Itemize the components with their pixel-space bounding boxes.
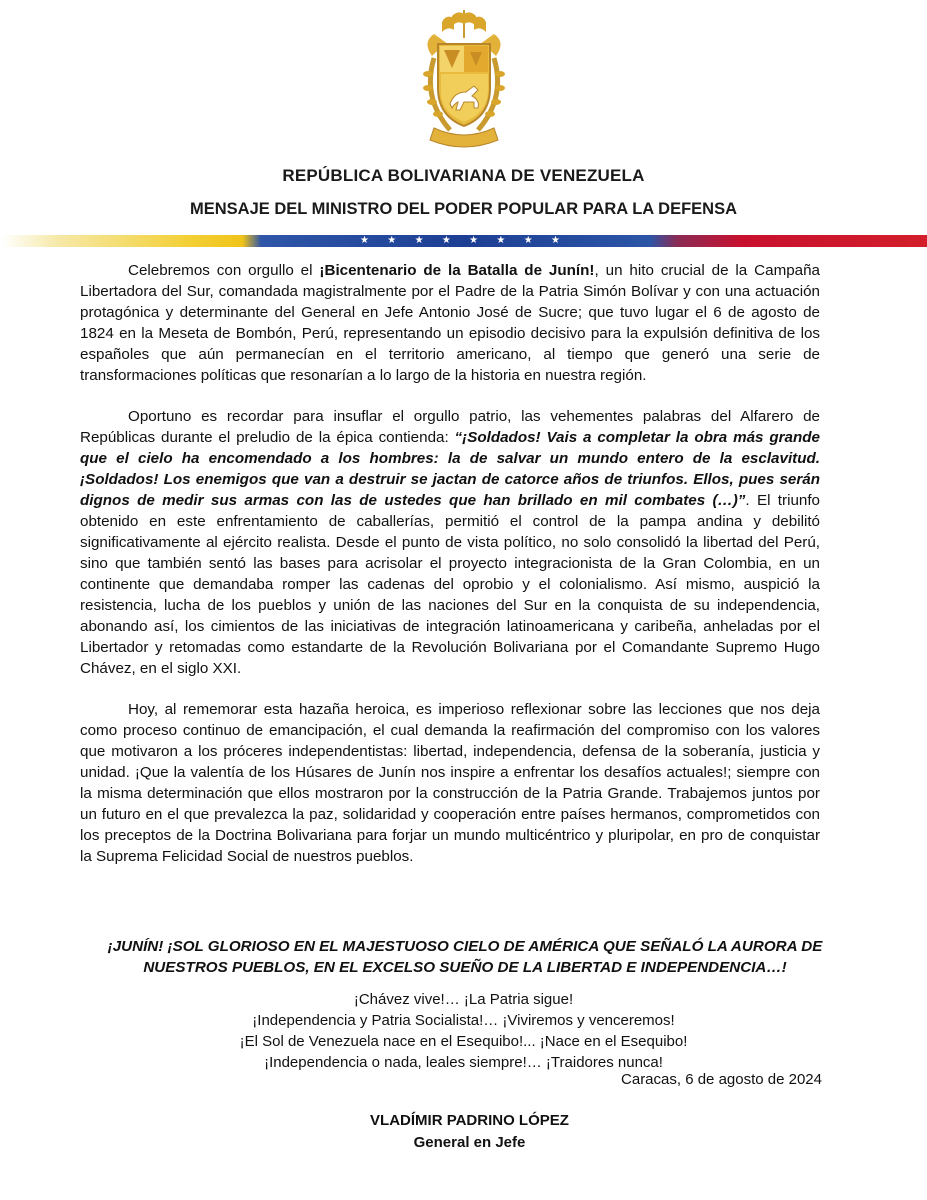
signer-name: VLADÍMIR PADRINO LÓPEZ (370, 1112, 569, 1129)
star-icon: ★ (414, 235, 424, 246)
message-title: MENSAJE DEL MINISTRO DEL PODER POPULAR PARA LA DEFENSA (190, 200, 737, 218)
paragraph-3-text: Hoy, al rememorar esta hazaña heroica, es imperioso reflexionar sobre las lecciones que nos deja como proceso continuo de emancipación, el cual demanda la reafirmación del compromiso con los valores que motivaron a los próceres independentistas: libertad, independencia, defensa de la soberanía, justicia y unidad. ¡Que la valentía de los Húsares de Junín nos inspire a enfrentar los desafíos actuales!; siempre con la misma determinación que ellos mostraron por la construcción de la Patria Grande. Trabajemos juntos por un futuro en el que prevalezca la paz, solidaridad y cooperación entre países hermanos, comprometidos con los preceptos de la Doctrina Bolivariana para forjar un mundo multicéntrico y pluripolar, en pro de conquistar la Suprema Felicidad Social de nuestros pueblos. (80, 701, 820, 865)
slogan-line: ¡Independencia o nada, leales siempre!… ¡Traidores nunca! (264, 1054, 663, 1071)
bolivar-quote: “¡Soldados! Vais a completar la obra más grande que el cielo ha encomendado a los hombres: la de salvar un mundo entero de la esclavitud. ¡Soldados! Los enemigos que van a destruir se jactan de catorce años de triunfos. Ellos, pues serán dignos de medir sus armas con las de ustedes que han brillado en mil combates (…)” (80, 429, 820, 509)
star-icon: ★ (387, 235, 397, 246)
country-title: REPÚBLICA BOLIVARIANA DE VENEZUELA (282, 166, 645, 185)
star-icon: ★ (441, 235, 451, 246)
paragraph-2-text: . El triunfo obtenido en este enfrentamiento de caballerías, permitió el control de la pampa andina y debilitó significativamente al ejército realista. Desde el punto de vista político, no solo consolidó la libertad del Perú, sino que también sentó las bases para acrisolar el proyecto integracionista de la Gran Colombia, en un continente que demandaba romper las cadenas del oprobio y el colonialismo. Así mismo, auspició la resistencia, lucha de los pueblos y unión de las naciones del Sur en la conquista de su independencia, abonando así, los cimientos de las iniciativas de integración latinoamericana y caribeña, anheladas por el Libertador y retomadas como estandarte de la Revolución Bolivariana por el Comandante Supremo Hugo Chávez, en el siglo XXI. (80, 492, 820, 677)
signer-rank: General en Jefe (413, 1134, 526, 1151)
place-date: Caracas, 6 de agosto de 2024 (621, 1071, 822, 1088)
bicentenario-highlight: ¡Bicentenario de la Batalla de Junín! (319, 262, 595, 279)
paragraph-1-intro: Celebremos con orgullo el (128, 262, 320, 279)
closing-exclamation: ¡JUNÍN! ¡SOL GLORIOSO EN EL MAJESTUOSO CIELO DE AMÉRICA QUE SEÑALÓ LA AURORA DE NUESTROS PUEBLOS, EN EL EXCELSO SUEÑO DE LA LIBERTAD E INDEPENDENCIA…! (107, 938, 823, 976)
star-icon: ★ (360, 235, 369, 246)
slogan-line: ¡Chávez vive!… ¡La Patria sigue! (353, 991, 574, 1008)
slogan-line: ¡El Sol de Venezuela nace en el Esequibo!... ¡Nace en el Esequibo! (239, 1033, 688, 1050)
star-icon: ★ (550, 235, 560, 246)
paragraph-3 (80, 699, 820, 867)
slogan-line: ¡Independencia y Patria Socialista!… ¡Viviremos y venceremos! (252, 1012, 675, 1029)
paragraph-1 (80, 260, 820, 386)
coat-of-arms-icon (404, 8, 524, 158)
message-body (80, 260, 820, 887)
stars-row (360, 234, 560, 248)
paragraph-2-intro: Oportuno es recordar para insuflar el orgullo patrio, las vehementes palabras del Alfarero de Repúblicas durante el preludio de la épica contienda: (80, 408, 820, 446)
paragraph-2 (80, 406, 820, 679)
star-icon: ★ (496, 235, 506, 246)
paragraph-1-text: , un hito crucial de la Campaña Libertadora del Sur, comandada magistralmente por el Padre de la Patria Simón Bolívar y con una actuación protagónica y determinante del General en Jefe Antonio José de Sucre; que tuvo lugar el 6 de agosto de 1824 en la Meseta de Bombón, Perú, representando un episodio decisivo para la expulsión definitiva de los españoles que aún permanecían en el territorio americano, al tiempo que generó una serie de transformaciones políticas que resonarían a lo largo de la historia en nuestra región. (80, 262, 821, 384)
star-icon: ★ (523, 235, 533, 246)
star-icon: ★ (469, 235, 479, 246)
signature-block (0, 1110, 927, 1154)
slogans (0, 989, 927, 1073)
